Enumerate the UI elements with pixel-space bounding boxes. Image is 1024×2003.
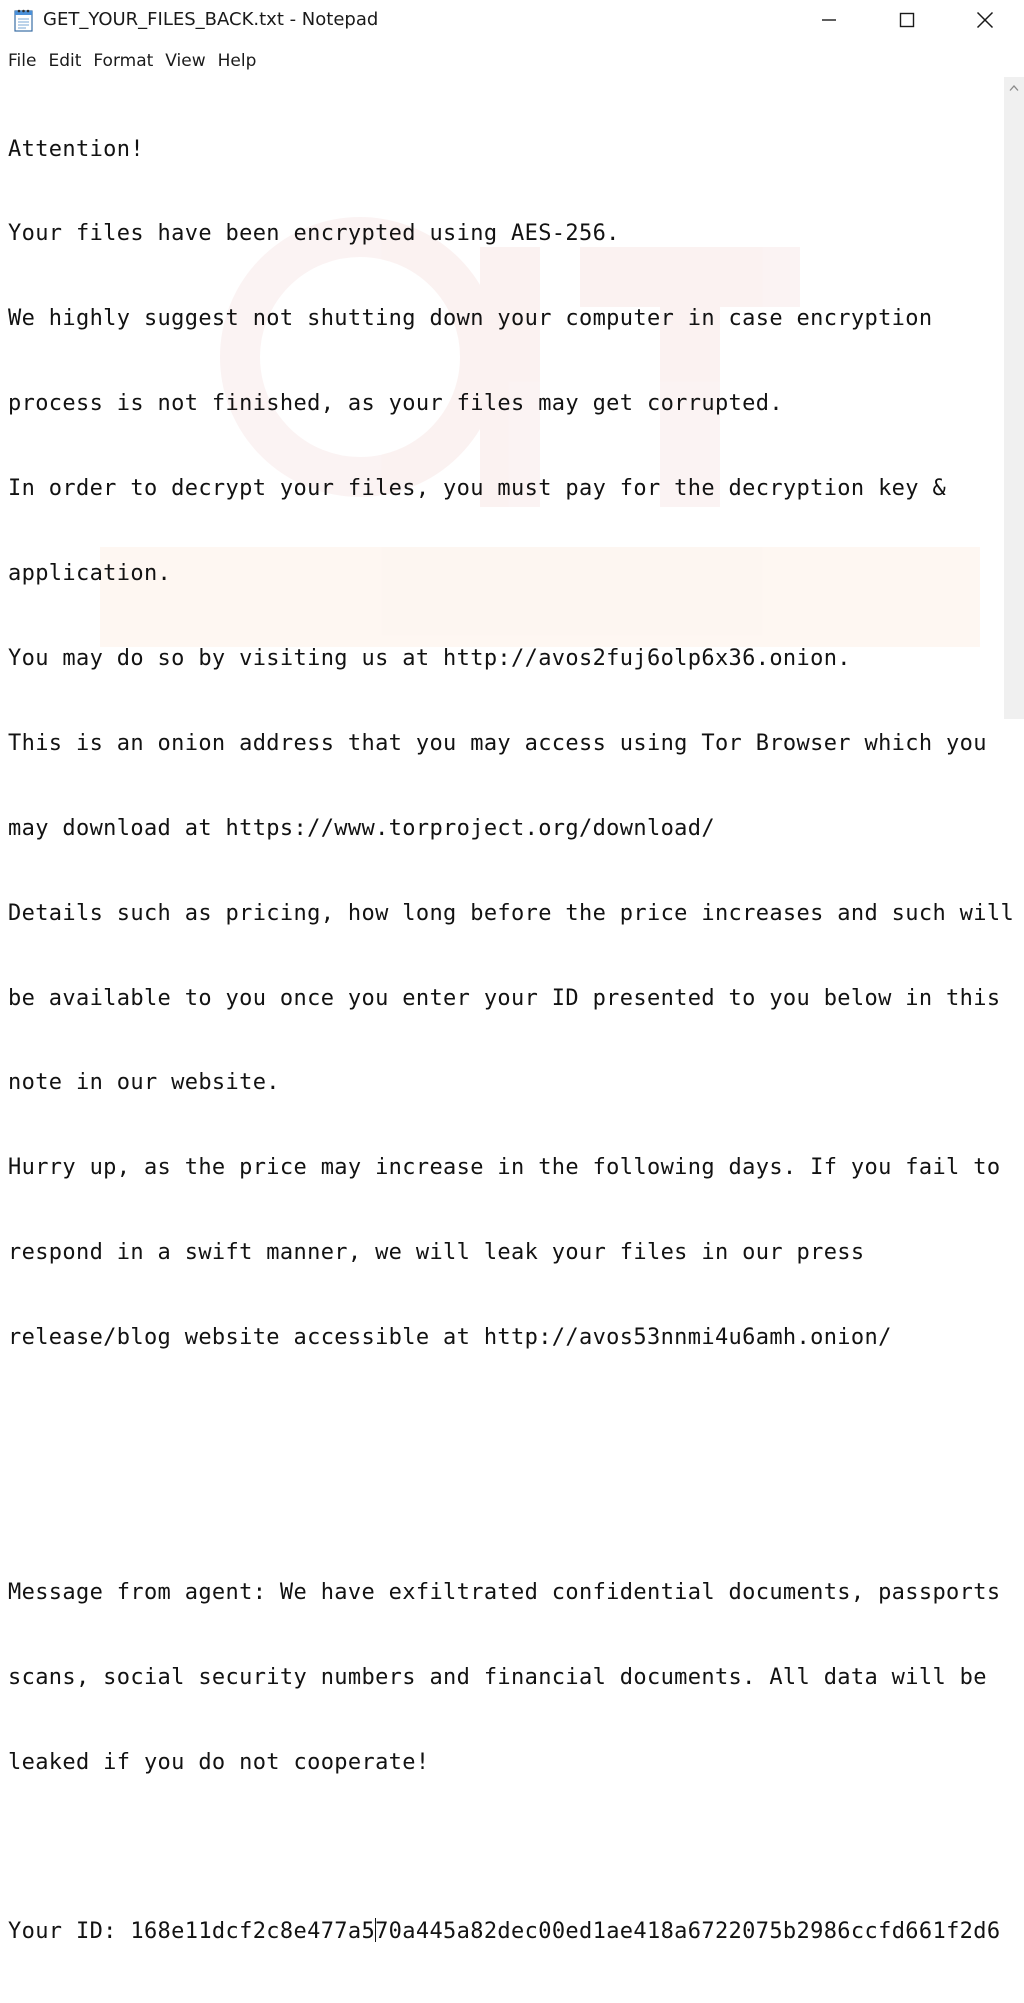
text-line: In order to decrypt your files, you must pay for the decryption key & — [8, 476, 947, 502]
menu-bar — [0, 46, 1024, 76]
id-line — [8, 1918, 1000, 1946]
text-line: You may do so by visiting us at http://avos2fuj6olp6x36.onion. — [8, 645, 851, 671]
text-line — [8, 1833, 1000, 1861]
chevron-up-icon — [1009, 77, 1019, 96]
text-line: Hurry up, as the price may increase in the following days. If you fail to — [8, 1155, 1001, 1181]
text-line: may download at https://www.torproject.org/download/ — [8, 815, 715, 841]
title-bar[interactable] — [0, 0, 1024, 40]
text-line: Details such as pricing, how long before the price increases and such will — [8, 900, 1015, 926]
notepad-icon — [13, 8, 35, 32]
text-line — [8, 1409, 1000, 1437]
maximize-button[interactable] — [872, 0, 942, 40]
text-line: process is not finished, as your files may get corrupted. — [8, 391, 783, 417]
window-title: GET_YOUR_FILES_BACK.txt - Notepad — [43, 9, 379, 30]
menu-file[interactable]: File — [8, 51, 37, 71]
text-editor[interactable] — [0, 77, 1015, 1945]
id-text-after-caret: 70a445a82dec00ed1ae418a6722075b2986ccfd661f2d6 — [375, 1919, 1001, 1945]
document-text — [8, 79, 1015, 2003]
text-line: scans, social security numbers and financial documents. All data will be — [8, 1664, 987, 1690]
minimize-button[interactable] — [794, 0, 864, 40]
menu-edit[interactable]: Edit — [48, 51, 82, 71]
text-line: leaked if you do not cooperate! — [8, 1749, 430, 1775]
id-text-before-caret: Your ID: 168e11dcf2c8e477a5 — [8, 1919, 376, 1945]
scroll-up-button[interactable] — [1004, 77, 1024, 95]
text-line: Attention! — [8, 136, 144, 162]
menu-view[interactable]: View — [165, 51, 206, 71]
text-line: respond in a swift manner, we will leak your files in our press — [8, 1240, 865, 1266]
text-line: This is an onion address that you may access using Tor Browser which you — [8, 730, 987, 756]
text-line — [8, 1494, 1000, 1522]
text-line: Message from agent: We have exfiltrated confidential documents, passports — [8, 1579, 1001, 1605]
close-button[interactable] — [950, 0, 1020, 40]
maximize-icon — [899, 12, 915, 28]
text-line: be available to you once you enter your ID presented to you below in this — [8, 985, 1001, 1011]
vertical-scrollbar[interactable] — [1004, 77, 1024, 719]
text-line: application. — [8, 561, 172, 587]
close-icon — [976, 11, 994, 29]
minimize-icon — [821, 12, 837, 28]
text-line: We highly suggest not shutting down your computer in case encryption — [8, 306, 933, 332]
menu-help[interactable]: Help — [217, 51, 257, 71]
text-line: note in our website. — [8, 1070, 280, 1096]
menu-format[interactable]: Format — [93, 51, 154, 71]
text-line: release/blog website accessible at http://avos53nnmi4u6amh.onion/ — [8, 1325, 892, 1351]
text-line: Your files have been encrypted using AES-256. — [8, 221, 620, 247]
